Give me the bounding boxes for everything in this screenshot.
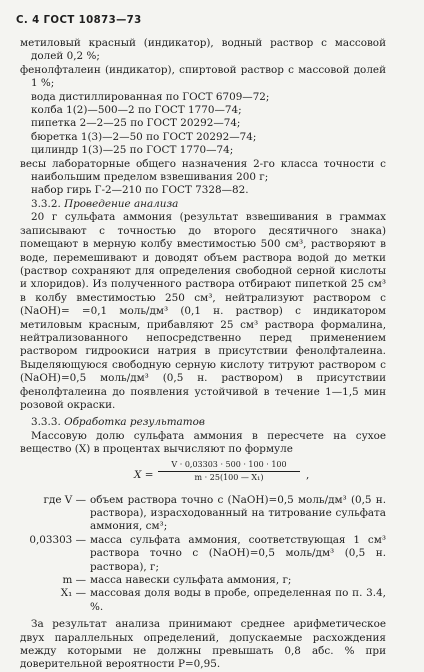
formula-denominator: m · 25(100 — X₁) bbox=[194, 472, 264, 482]
reagent-water: вода дистиллированная по ГОСТ 6709—72; bbox=[31, 90, 270, 103]
definition-row bbox=[20, 587, 386, 614]
equipment-cylinder: цилиндр 1(3)—25 по ГОСТ 1770—74; bbox=[31, 144, 234, 157]
page-header: С. 4 ГОСТ 10873—73 bbox=[16, 15, 142, 26]
reagent-phenolphthalein: фенолфталеин (индикатор), спиртовой раствор с массовой долей 1 %; bbox=[20, 63, 386, 90]
definition-row bbox=[20, 574, 386, 587]
definition-symbol: m — bbox=[62, 574, 86, 587]
formula-comma: , bbox=[306, 468, 310, 481]
mass-fraction-formula bbox=[20, 458, 386, 494]
definition-text: масса навески сульфата аммония, г; bbox=[90, 574, 292, 587]
formula-numerator: V · 0,03303 · 500 · 100 · 100 bbox=[158, 460, 300, 472]
definition-text: массовая доля воды в пробе, определенная по п. 3.4, %. bbox=[90, 587, 386, 613]
processing-paragraph: Массовую долю сульфата аммония в пересчете на сухое вещество (X) в процентах вычисляют по формуле bbox=[20, 429, 386, 456]
reagent-methyl-red: метиловый красный (индикатор), водный раствор с массовой долей 0,2 %; bbox=[20, 37, 386, 63]
section-number: 3.3.2. bbox=[31, 197, 61, 210]
definition-symbol: X₁ — bbox=[60, 587, 86, 600]
equipment-flask: колба 1(2)—500—2 по ГОСТ 1770—74; bbox=[31, 104, 242, 117]
section-title: Проведение анализа bbox=[64, 197, 179, 210]
definition-symbol: где V — bbox=[43, 493, 86, 506]
formula-fraction bbox=[158, 460, 300, 483]
equipment-weights: набор гирь Г-2—210 по ГОСТ 7328—82. bbox=[31, 184, 249, 197]
document-body bbox=[20, 37, 386, 672]
definition-row bbox=[20, 534, 386, 574]
definition-text: объем раствора точно с (NaOH)=0,5 моль/дм³ (0,5 н. раствора), израсходованный на титрование сульфата аммония, см³; bbox=[90, 493, 386, 533]
formula-definitions bbox=[20, 494, 386, 615]
equipment-balance: весы лабораторные общего назначения 2-го класса точности с наибольшим пределом взвешивания 200 г; bbox=[20, 157, 386, 184]
equipment-burette: бюретка 1(3)—2—50 по ГОСТ 20292—74; bbox=[31, 130, 257, 143]
analysis-paragraph: 20 г сульфата аммония (результат взвешивания в граммах записывают с точностью до второго десятичного знака) помещают в мерную колбу вместимостью 500 см³, растворяют в воде, перемешивают и доводят объем раствора водой до метки (раствор сохраняют для определения свободной серной кислоты и хлоридов). Из полученного раствора отбирают пипеткой 25 см³ в колбу вместимостью 250 см³, нейтрализуют раствором с (NaOH)= =0,1 моль/дм³ (0,1 н. раствор) с индикатором метиловым красным, прибавляют 25 см³ раствора формалина, нейтрализованного непосредственно перед применением раствором гидроокиси натрия в присутствии фенолфталеина. Выделяющуюся свободную серную кислоту титруют раствором с (NaOH)=0,5 моль/дм³ (0,5 н. раствором) в присутствии фенолфталеина до появления устойчивой в течение 1—1,5 мин розовой окраски. bbox=[20, 211, 386, 411]
definition-row bbox=[20, 494, 386, 534]
section-heading-analysis bbox=[20, 198, 386, 211]
section-title: Обработка результатов bbox=[64, 416, 205, 429]
equipment-pipette: пипетка 2—2—25 по ГОСТ 20292—74; bbox=[31, 117, 241, 130]
definition-symbol: 0,03303 — bbox=[29, 533, 86, 546]
section-heading-processing bbox=[20, 416, 386, 429]
definition-text: масса сульфата аммония, соответствующая 1 см³ раствора точно с (NaOH)=0,5 моль/дм³ (0,5 н. раствора), г; bbox=[90, 533, 386, 573]
result-paragraph: За результат анализа принимают среднее арифметическое двух параллельных определений, допускаемые расхождения между которыми не должны превышать 0,8 абс. % при доверительной вероятности P=0,95. bbox=[20, 618, 386, 671]
section-number: 3.3.3. bbox=[31, 416, 61, 429]
formula-lhs: X = bbox=[134, 468, 154, 481]
